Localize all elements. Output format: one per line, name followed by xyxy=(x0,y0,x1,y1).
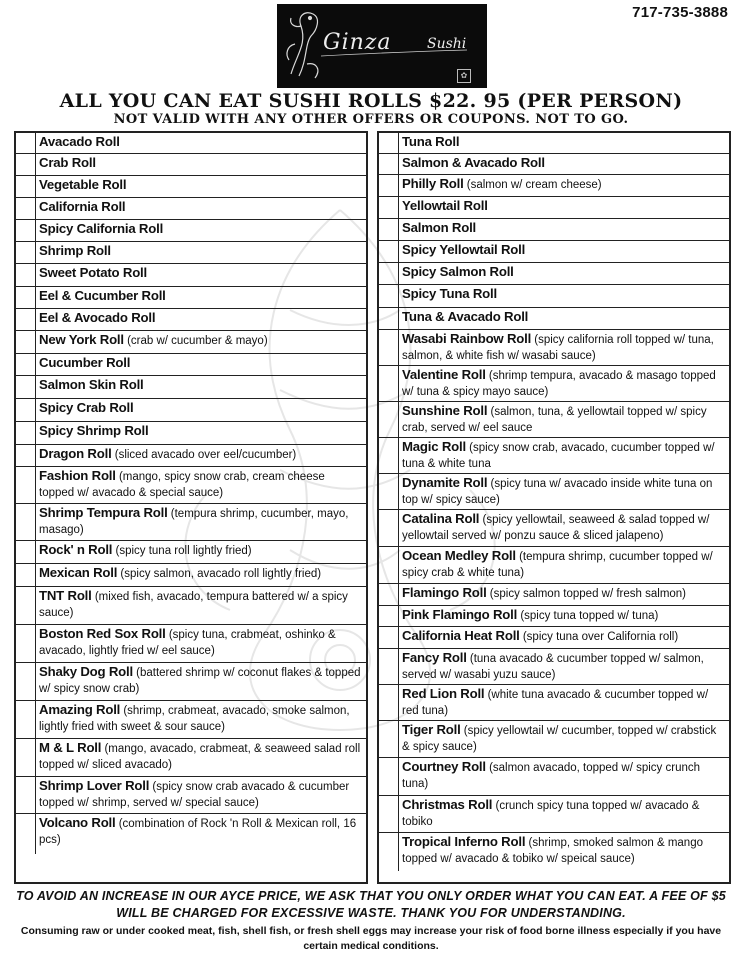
order-checkbox[interactable] xyxy=(379,175,399,196)
menu-item-row xyxy=(16,198,366,220)
menu-item-name: Tuna & Avacado Roll xyxy=(402,309,529,324)
menu-item-row xyxy=(16,331,366,354)
menu-item-row xyxy=(16,242,366,264)
menu-item-cell xyxy=(36,814,366,854)
menu-item-row xyxy=(16,467,366,504)
logo-suffix: Sushi xyxy=(427,36,467,52)
seal-icon: ✿ xyxy=(457,69,471,83)
order-checkbox[interactable] xyxy=(16,354,36,375)
menu-item-description: (shrimp tempura, avacado & masago topped w/ tuna & spicy mayo sauce) xyxy=(402,370,716,398)
menu-item-name: Spicy Yellowtail Roll xyxy=(402,242,526,257)
menu-item-description: (spicy salmon topped w/ fresh salmon) xyxy=(489,588,687,600)
menu-item-row xyxy=(379,474,729,510)
menu-item-cell xyxy=(399,308,729,329)
menu-item-name: Wasabi Rainbow Roll xyxy=(402,331,532,346)
order-checkbox[interactable] xyxy=(379,308,399,329)
menu-item-row xyxy=(16,287,366,309)
menu-item-cell xyxy=(399,154,729,174)
menu-item-name: Boston Red Sox Roll xyxy=(39,626,166,641)
order-checkbox[interactable] xyxy=(379,796,399,832)
menu-item-name: Mexican Roll xyxy=(39,565,118,580)
order-checkbox[interactable] xyxy=(16,309,36,330)
order-checkbox[interactable] xyxy=(379,330,399,365)
menu-item-name: Tuna Roll xyxy=(402,134,460,149)
order-checkbox[interactable] xyxy=(379,285,399,307)
order-checkbox[interactable] xyxy=(16,331,36,353)
menu-item-row xyxy=(379,547,729,584)
order-checkbox[interactable] xyxy=(16,376,36,398)
menu-item-name: Christmas Roll xyxy=(402,797,493,812)
menu-item-name: Sunshine Roll xyxy=(402,403,488,418)
menu-item-row xyxy=(16,445,366,467)
menu-item-name: M & L Roll xyxy=(39,740,102,755)
logo-name: Ginza xyxy=(323,30,392,55)
order-checkbox[interactable] xyxy=(379,510,399,546)
order-checkbox[interactable] xyxy=(379,263,399,284)
menu-item-description: (shrimp, crabmeat, avacado, smoke salmon, lightly fried with sweet & sour sauce) xyxy=(39,705,350,733)
menu-item-cell xyxy=(399,241,729,262)
menu-item-row xyxy=(379,366,729,402)
order-checkbox[interactable] xyxy=(379,474,399,509)
menu-item-row xyxy=(16,777,366,814)
order-checkbox[interactable] xyxy=(379,833,399,871)
order-checkbox[interactable] xyxy=(16,176,36,197)
menu-item-description: (battered shrimp w/ coconut flakes & topped w/ spicy snow crab) xyxy=(39,667,361,695)
menu-item-name: Shrimp Tempura Roll xyxy=(39,505,168,520)
menu-item-name: Eel & Cucumber Roll xyxy=(39,288,166,303)
menu-item-name: Tropical Inferno Roll xyxy=(402,834,526,849)
menu-item-cell xyxy=(36,331,366,353)
order-checkbox[interactable] xyxy=(379,366,399,401)
menu-item-name: Spicy Crab Roll xyxy=(39,400,134,415)
order-checkbox[interactable] xyxy=(379,438,399,473)
order-checkbox[interactable] xyxy=(379,606,399,626)
menu-item-cell xyxy=(399,606,729,626)
menu-item-cell xyxy=(399,685,729,720)
menu-item-cell xyxy=(399,197,729,218)
order-checkbox[interactable] xyxy=(379,154,399,174)
right-menu-column xyxy=(377,131,731,884)
ginza-sushi-logo xyxy=(277,4,487,88)
menu-item-name: Cucumber Roll xyxy=(39,355,131,370)
menu-item-cell xyxy=(36,198,366,219)
order-checkbox[interactable] xyxy=(16,625,36,662)
menu-item-cell xyxy=(399,330,729,365)
menu-item-description: (salmon w/ cream cheese) xyxy=(466,179,602,191)
menu-item-cell xyxy=(36,467,366,503)
menu-item-cell xyxy=(399,133,729,153)
menu-item-row xyxy=(16,309,366,331)
menu-item-cell xyxy=(36,663,366,700)
menu-item-cell xyxy=(36,625,366,662)
order-checkbox[interactable] xyxy=(16,154,36,175)
menu-item-name: Yellowtail Roll xyxy=(402,198,488,213)
menu-item-name: Sweet Potato Roll xyxy=(39,265,147,280)
menu-item-cell xyxy=(399,796,729,832)
menu-item-row xyxy=(379,263,729,285)
menu-item-description: (spicy tuna over California roll) xyxy=(522,631,679,643)
menu-item-row xyxy=(16,133,366,154)
menu-item-cell xyxy=(36,445,366,466)
menu-item-row xyxy=(379,627,729,649)
menu-item-row xyxy=(379,438,729,474)
menu-item-cell xyxy=(399,175,729,196)
menu-item-row xyxy=(379,402,729,438)
menu-item-cell xyxy=(36,422,366,444)
order-checkbox[interactable] xyxy=(16,287,36,308)
menu-item-cell xyxy=(399,547,729,583)
menu-item-name: Flamingo Roll xyxy=(402,585,487,600)
menu-item-cell xyxy=(399,438,729,473)
menu-item-name: Courtney Roll xyxy=(402,759,486,774)
menu-item-row xyxy=(16,701,366,739)
menu-item-name: Fancy Roll xyxy=(402,650,467,665)
menu-item-name: Fashion Roll xyxy=(39,468,116,483)
menu-item-row xyxy=(379,285,729,308)
order-checkbox[interactable] xyxy=(379,402,399,437)
menu-item-name: Shrimp Lover Roll xyxy=(39,778,150,793)
menu-item-row xyxy=(16,739,366,777)
menu-item-name: Spicy Tuna Roll xyxy=(402,286,497,301)
menu-item-cell xyxy=(36,504,366,540)
order-checkbox[interactable] xyxy=(16,814,36,854)
order-checkbox[interactable] xyxy=(16,541,36,563)
order-checkbox[interactable] xyxy=(16,264,36,286)
menu-item-name: Crab Roll xyxy=(39,155,96,170)
menu-item-description: (spicy tuna, crabmeat, oshinko & avacado, lightly fried w/ eel sauce) xyxy=(39,629,336,657)
menu-item-name: Catalina Roll xyxy=(402,511,480,526)
menu-item-cell xyxy=(36,739,366,776)
menu-item-cell xyxy=(36,701,366,738)
menu-item-cell xyxy=(399,627,729,648)
menu-item-row xyxy=(16,176,366,198)
health-warning: Consuming raw or under cooked meat, fish, shell fish, or fresh shell eggs may increase your risk of food borne illness especially if you have certain medical conditions. xyxy=(20,925,722,952)
order-checkbox[interactable] xyxy=(16,399,36,421)
waste-notice: TO AVOID AN INCREASE IN OUR AYCE PRICE, WE ASK THAT YOU ONLY ORDER WHAT YOU CAN EAT. A FEE OF $5 WILL BE CHARGED FOR EXCESSIVE WASTE. THANK YOU FOR UNDERSTANDING. xyxy=(16,889,726,920)
menu-item-name: Spicy Salmon Roll xyxy=(402,264,514,279)
menu-item-row xyxy=(379,154,729,175)
order-checkbox[interactable] xyxy=(16,422,36,444)
menu-item-name: Salmon Skin Roll xyxy=(39,377,144,392)
order-checkbox[interactable] xyxy=(379,649,399,684)
menu-item-name: Rock' n Roll xyxy=(39,542,113,557)
menu-item-cell xyxy=(36,564,366,586)
menu-item-row xyxy=(16,376,366,399)
menu-item-cell xyxy=(399,833,729,871)
menu-item-row xyxy=(379,219,729,241)
order-checkbox[interactable] xyxy=(379,685,399,720)
order-checkbox[interactable] xyxy=(16,198,36,219)
menu-item-row xyxy=(16,587,366,625)
menu-item-row xyxy=(379,584,729,606)
menu-item-row xyxy=(379,308,729,330)
menu-item-row xyxy=(379,241,729,263)
order-checkbox[interactable] xyxy=(379,758,399,795)
menu-item-description: (shrimp, smoked salmon & mango topped w/ avacado & tobiko w/ speical sauce) xyxy=(402,837,703,865)
menu-item-row xyxy=(16,220,366,242)
menu-item-description: (spicy tuna roll lightly fried) xyxy=(115,545,252,557)
menu-item-row xyxy=(16,264,366,287)
menu-item-row xyxy=(16,399,366,422)
menu-item-row xyxy=(379,649,729,685)
menu-item-row xyxy=(379,796,729,833)
menu-item-name: Dynamite Roll xyxy=(402,475,488,490)
menu-item-description: (mango, avacado, crabmeat, & seaweed salad roll topped w/ sliced avacado) xyxy=(39,743,361,771)
menu-item-description: (mango, spicy snow crab, cream cheese topped w/ avacado & special sauce) xyxy=(39,471,325,499)
menu-item-name: New York Roll xyxy=(39,332,124,347)
menu-item-cell xyxy=(399,510,729,546)
menu-item-row xyxy=(379,197,729,219)
page-title: ALL YOU CAN EAT SUSHI ROLLS $22. 95 (PER PERSON) xyxy=(59,90,683,112)
menu-item-row xyxy=(16,422,366,445)
menu-item-description: (white tuna avacado & cucumber topped w/ red tuna) xyxy=(402,689,709,717)
order-checkbox[interactable] xyxy=(16,739,36,776)
menu-item-cell xyxy=(36,220,366,241)
menu-item-row xyxy=(379,758,729,796)
order-checkbox[interactable] xyxy=(16,587,36,624)
order-checkbox[interactable] xyxy=(16,504,36,540)
menu-item-cell xyxy=(399,721,729,757)
order-checkbox[interactable] xyxy=(16,467,36,503)
menu-item-name: Pink Flamingo Roll xyxy=(402,607,518,622)
menu-item-description: (tempura shrimp, cucumber topped w/ spicy crab & white tuna) xyxy=(402,551,713,579)
menu-item-name: Shaky Dog Roll xyxy=(39,664,133,679)
menu-item-name: Salmon Roll xyxy=(402,220,477,235)
menu-item-cell xyxy=(36,154,366,175)
menu-item-name: Magic Roll xyxy=(402,439,466,454)
order-checkbox[interactable] xyxy=(16,242,36,263)
menu-item-cell xyxy=(36,176,366,197)
menu-item-cell xyxy=(399,366,729,401)
menu-item-description: (salmon, tuna, & yellowtail topped w/ spicy crab, served w/ eel sauce xyxy=(402,406,707,434)
menu-item-row xyxy=(16,354,366,376)
order-checkbox[interactable] xyxy=(379,197,399,218)
menu-item-description: (crunch spicy tuna topped w/ avacado & tobiko xyxy=(402,800,700,828)
menu-item-row xyxy=(379,510,729,547)
phone-number: 717-735-3888 xyxy=(632,4,728,21)
order-checkbox[interactable] xyxy=(16,701,36,738)
menu-item-cell xyxy=(399,758,729,795)
menu-item-name: Philly Roll xyxy=(402,176,464,191)
order-checkbox[interactable] xyxy=(16,777,36,813)
menu-item-description: (sliced avacado over eel/cucumber) xyxy=(114,449,297,461)
menu-item-cell xyxy=(399,402,729,437)
menu-item-row xyxy=(16,814,366,854)
menu-item-row xyxy=(379,833,729,871)
menu-item-row xyxy=(16,564,366,587)
menu-item-row xyxy=(379,685,729,721)
menu-item-cell xyxy=(36,309,366,330)
menu-item-name: Dragon Roll xyxy=(39,446,112,461)
menu-item-name: California Roll xyxy=(39,199,126,214)
menu-item-cell xyxy=(399,474,729,509)
menu-item-row xyxy=(16,625,366,663)
menu-item-description: (crab w/ cucumber & mayo) xyxy=(127,335,268,347)
menu-item-cell xyxy=(36,541,366,563)
menu-item-name: TNT Roll xyxy=(39,588,92,603)
menu-item-description: (spicy tuna w/ avacado inside white tuna on top w/ spicy sauce) xyxy=(402,478,713,506)
menu-item-name: Ocean Medley Roll xyxy=(402,548,516,563)
order-checkbox[interactable] xyxy=(16,564,36,586)
menu-item-cell xyxy=(399,649,729,684)
menu-item-row xyxy=(16,504,366,541)
menu-item-cell xyxy=(399,263,729,284)
menu-item-row xyxy=(16,663,366,701)
menu-item-name: Spicy California Roll xyxy=(39,221,164,236)
order-checkbox[interactable] xyxy=(16,445,36,466)
menu-item-cell xyxy=(399,219,729,240)
menu-item-cell xyxy=(36,777,366,813)
order-checkbox[interactable] xyxy=(379,721,399,757)
order-checkbox[interactable] xyxy=(16,663,36,700)
menu-item-name: Amazing Roll xyxy=(39,702,121,717)
menu-item-row xyxy=(16,541,366,564)
menu-item-cell xyxy=(36,287,366,308)
menu-item-cell xyxy=(36,354,366,375)
left-menu-column xyxy=(14,131,368,884)
menu-item-row xyxy=(379,330,729,366)
menu-item-cell xyxy=(399,584,729,605)
order-checkbox[interactable] xyxy=(379,547,399,583)
menu-item-row xyxy=(379,721,729,758)
menu-item-description: (salmon avacado, topped w/ spicy crunch tuna) xyxy=(402,762,701,790)
order-checkbox[interactable] xyxy=(379,241,399,262)
order-checkbox[interactable] xyxy=(379,627,399,648)
menu-item-name: Spicy Shrimp Roll xyxy=(39,423,149,438)
menu-item-row xyxy=(379,175,729,197)
menu-item-cell xyxy=(36,264,366,286)
menu-item-cell xyxy=(36,242,366,263)
order-checkbox[interactable] xyxy=(16,133,36,153)
menu-item-cell xyxy=(36,399,366,421)
order-checkbox[interactable] xyxy=(379,133,399,153)
menu-item-description: (spicy california roll topped w/ tuna, salmon, & white fish w/ wasabi sauce) xyxy=(402,334,714,362)
menu-item-row xyxy=(16,154,366,176)
menu-item-description: (spicy yellowtail w/ cucumber, topped w/ crabstick & spicy sauce) xyxy=(402,725,717,753)
menu-item-description: (combination of Rock 'n Roll & Mexican roll, 16 pcs) xyxy=(39,818,357,846)
menu-item-description: (tuna avacado & cucumber topped w/ salmon, served w/ wasabi yuzu sauce) xyxy=(402,653,704,681)
menu-item-description: (mixed fish, avacado, tempura battered w/ a spicy sauce) xyxy=(39,591,348,619)
menu-item-name: Red Lion Roll xyxy=(402,686,485,701)
menu-item-name: Eel & Avocado Roll xyxy=(39,310,156,325)
order-checkbox[interactable] xyxy=(379,219,399,240)
menu-item-description: (spicy salmon, avacado roll lightly fried) xyxy=(120,568,322,580)
order-checkbox[interactable] xyxy=(379,584,399,605)
menu-item-name: Avacado Roll xyxy=(39,134,120,149)
menu-item-row xyxy=(379,606,729,627)
menu-item-name: California Heat Roll xyxy=(402,628,520,643)
menu-item-description: (spicy yellowtail, seaweed & salad topped w/ yellowtail served w/ ponzu sauce & sliced jalapeno) xyxy=(402,514,710,542)
menu-item-description: (tempura shrimp, cucumber, mayo, masago) xyxy=(39,508,349,536)
order-checkbox[interactable] xyxy=(16,220,36,241)
menu-item-cell xyxy=(36,376,366,398)
menu-item-name: Volcano Roll xyxy=(39,815,116,830)
menu-item-description: (spicy snow crab avacado & cucumber topped w/ shrimp, served w/ special sauce) xyxy=(39,781,350,809)
menu-item-name: Valentine Roll xyxy=(402,367,486,382)
menu-item-description: (spicy snow crab, avacado, cucumber topped w/ tuna & white tuna xyxy=(402,442,715,470)
menu-item-cell xyxy=(36,133,366,153)
menu-item-name: Vegetable Roll xyxy=(39,177,127,192)
page-subtitle: NOT VALID WITH ANY OTHER OFFERS OR COUPONS. NOT TO GO. xyxy=(113,112,629,127)
menu-item-description: (spicy tuna topped w/ tuna) xyxy=(520,610,659,622)
menu-item-cell xyxy=(399,285,729,307)
menu-item-cell xyxy=(36,587,366,624)
menu-item-row xyxy=(379,133,729,154)
menu-item-name: Shrimp Roll xyxy=(39,243,111,258)
menu-item-name: Salmon & Avacado Roll xyxy=(402,155,545,170)
menu-item-name: Tiger Roll xyxy=(402,722,461,737)
